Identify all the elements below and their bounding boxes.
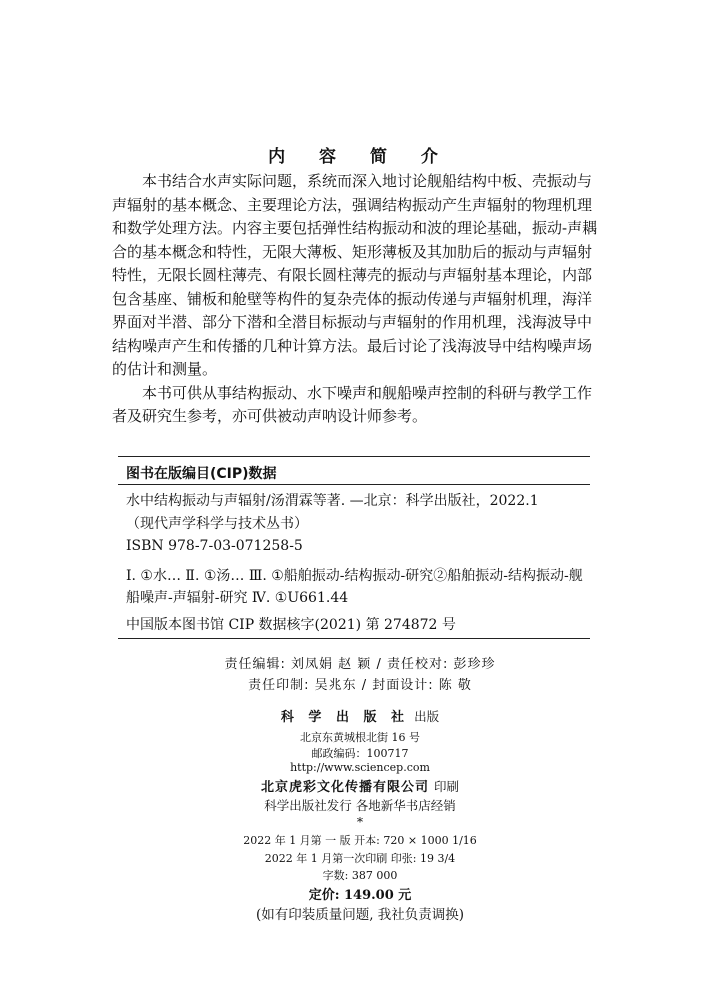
- summary-line: 特性，无限长圆柱薄壳、有限长圆柱薄壳的振动与声辐射基本理论，内部: [112, 266, 593, 284]
- production-line: 责任印制: 吴兆东 / 封面设计: 陈 敬: [248, 678, 472, 693]
- summary-paragraph-2: [112, 382, 608, 429]
- summary-line: 界面对半潜、部分下潜和全潜目标振动与声辐射的作用机理，浅海波导中: [112, 313, 593, 331]
- publisher-line: [0, 706, 720, 725]
- summary-line: 声辐射的基本概念、主要理论方法，强调结构振动产生声辐射的物理机理: [112, 195, 593, 214]
- publisher-postcode: 邮政编码：100717: [311, 747, 409, 760]
- cip-top-rule: [118, 456, 590, 457]
- summary-line: 的估计和测量。: [112, 360, 218, 378]
- cip-check-number: 中国版本图书馆 CIP 数据核字(2021) 第 274872 号: [126, 617, 456, 633]
- summary-line: 合的基本概念和特性，无限大薄板、矩形薄板及其加肋后的振动与声辐射: [112, 242, 593, 261]
- summary-line: 包含基座、铺板和舱壁等构件的复杂壳体的振动传递与声辐射机理，海洋: [112, 289, 593, 308]
- cip-classification: Ⅰ. ①水… Ⅱ. ①汤… Ⅲ. ①船舶振动-结构振动-研究②船舶振动-结构振动-舰船噪声-声辐射-研究 Ⅳ. ①U661.44: [126, 568, 583, 606]
- publisher-name: 科 学 出 版 社: [280, 710, 409, 725]
- cip-title-rule: [118, 484, 590, 485]
- publisher-url: http://www.sciencep.com: [290, 761, 430, 774]
- cip-title: 图书在版编目(CIP)数据: [126, 466, 277, 482]
- summary-line: 者及研究生参考，亦可供被动声呐设计师参考。: [112, 407, 428, 425]
- printer-name: 北京虎彩文化传播有限公司: [260, 780, 429, 795]
- summary-paragraph-1: [112, 170, 608, 382]
- separator-star: *: [356, 814, 364, 829]
- cip-isbn: ISBN 978-7-03-071258-5: [126, 538, 303, 554]
- publisher-suffix: 出版: [414, 709, 440, 724]
- cip-bottom-rule: [118, 638, 590, 639]
- summary-line: 结构噪声产生和传播的几种计算方法。最后讨论了浅海波导中结构噪声场: [112, 336, 593, 355]
- publisher-address: 北京东黄城根北街 16 号: [300, 731, 420, 744]
- printer-suffix: 印刷: [434, 779, 460, 794]
- cip-series-line: （现代声学科学与技术丛书）: [126, 516, 308, 532]
- summary-text: [112, 170, 608, 429]
- distribution-line: 科学出版社发行 各地新华书店经销: [264, 798, 456, 813]
- summary-line: 本书可供从事结构振动、水下噪声和舰船噪声控制的科研与教学工作: [142, 383, 593, 402]
- summary-line: 本书结合水声实际问题，系统而深入地讨论舰船结构中板、壳振动与: [142, 172, 593, 190]
- cip-bibliographic-line: 水中结构振动与声辐射/汤渭霖等著. —北京：科学出版社，2022.1: [126, 493, 539, 509]
- summary-line: 和数学处理方法。内容主要包括弹性结构振动和波的理论基础，振动-声耦: [112, 219, 598, 237]
- quality-notice: (如有印装质量问题, 我社负责调换): [255, 907, 465, 923]
- price: 定价: 149.00 元: [308, 888, 412, 903]
- edition-line: 2022 年 1 月第 一 版 开本: 720 × 1000 1/16: [243, 834, 477, 847]
- word-count: 字数: 387 000: [322, 869, 398, 882]
- summary-heading: 内 容 简 介: [268, 147, 452, 167]
- editors-line: 责任编辑: 刘凤娟 赵 颖 / 责任校对: 彭珍珍: [224, 657, 496, 672]
- printing-line: 2022 年 1 月第一次印刷 印张: 19 3/4: [264, 852, 456, 865]
- printer-line: [0, 776, 720, 795]
